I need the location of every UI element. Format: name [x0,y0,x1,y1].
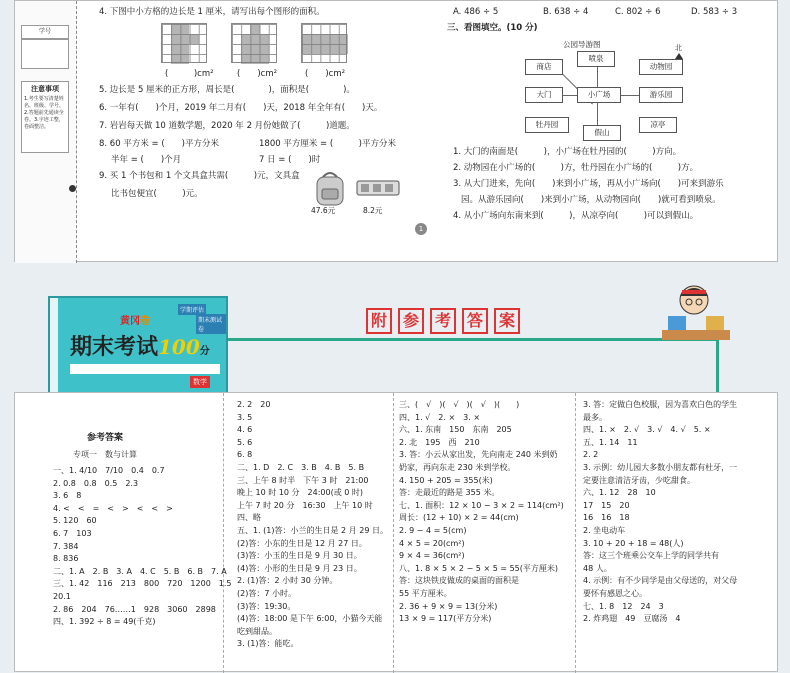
q8d-text: 7 日 = ( )时 [259,155,321,165]
exam-page-top [14,0,778,262]
binding-hole [69,185,76,192]
map-damen: 大门 [525,87,563,103]
answer-line: 13 × 9 = 117(平方分米) [399,614,492,624]
answer-line: 四、略 [237,513,261,523]
map-penquan: 喷泉 [577,51,615,67]
cover-badge-2: 期末测试卷 [196,314,226,334]
answer-line: 5. 6 [237,437,253,447]
pencil-box-icon [355,177,401,199]
q4-answer-1[interactable]: ( )cm² [165,69,214,79]
answer-line: 三、( √ )( √ )( √ )( ) [399,400,520,409]
banner-char-3: 考 [430,308,456,334]
q5-text: 5. 边长是 5 厘米的正方形，周长是( )，面积是( )。 [99,85,355,95]
q8b-text: 1800 平方厘米 = ( )平方分米 [259,139,396,149]
answer-line: 一、1. 4/10 7/10 0.4 0.7 [53,466,165,475]
answer-line: 2. 9 − 4 = 5(cm) [399,525,467,535]
map-jiashan: 假山 [583,125,621,141]
answer-line: 3. 答：定做白色校服，因为喜欢白色的学生 [583,400,738,409]
answer-line: 上午 7 时 20 分 16:30 上午 10 时 [237,500,373,510]
answer-line: 2. 北 195 西 210 [399,437,480,447]
answer-line: 16 16 18 [583,513,630,523]
answer-line: 二、1. A 2. B 3. A 4. C 5. B 6. B 7. A [53,566,227,576]
answer-line: 6. 7 103 [53,528,92,538]
banner-char-1: 附 [366,308,392,334]
answers-subtitle: 专项一 数与计算 [73,450,137,459]
notes-box [21,81,69,153]
answer-line: 2. 2 [583,450,599,460]
q4-figure-3 [301,23,347,63]
q8a-text: 8. 60 平方米 = ( )平方分米 [99,139,219,149]
cover-badge-1: 学期评估 [178,304,206,315]
backpack-icon [311,169,351,207]
choice-a: A. 486 ÷ 5 [453,7,499,17]
banner-char-5: 案 [494,308,520,334]
answer-line: 2. (1)答：2 小时 30 分钟。 [237,576,338,586]
q4-answer-2[interactable]: ( )cm² [237,69,278,79]
map-shangdian: 商店 [525,59,563,75]
answers-col-3 [399,399,564,626]
answer-line: 3. 答：小云从家出发，先向南走 240 米到奶 [399,450,558,460]
q4-answer-3[interactable]: ( )cm² [305,69,346,79]
answers-col-4 [583,399,737,626]
q8c-text: 半年 = ( )个月 [111,155,182,165]
answer-line: 六、1. 东南 150 东南 205 [399,425,512,435]
answer-line: 5. 120 60 [53,516,97,526]
answer-line: 七、1. 面积：12 × 10 − 3 × 2 = 114(cm²) [399,500,564,510]
answer-line: 4. < < = < > < < > [53,503,173,513]
banner-char-4: 答 [462,308,488,334]
cover-subject: 数学 [190,376,210,388]
answer-line: (3)答：19:30。 [237,601,296,611]
answer-line: 4 × 5 = 20(cm²) [399,538,465,548]
map-mudanyuan: 牡丹园 [525,117,569,133]
answer-line: 奶家，再向东走 230 米到学校。 [399,462,516,472]
q6-text: 6. 一年有( )个月，2019 年二月有( )天，2018 年全年有( )天。 [99,103,383,113]
answer-line: 9 × 4 = 36(cm²) [399,551,465,561]
answer-line: 3. 10 + 20 + 18 = 48(人) [583,538,684,548]
answer-line: 3. 示例：幼儿园大多数小朋友都有杜牙，一 [583,462,738,472]
price-box: 8.2元 [363,206,383,215]
answer-line: 二、1. D 2. C 3. B 4. B 5. B [237,462,365,472]
answer-line: (3)答：小玉的生日是 9 月 30 日。 [237,551,362,561]
price-bag: 47.6元 [311,206,336,215]
map-q3-cont: 园。从游乐园向( )来到小广场，从动物园向( )就可看到喷泉。 [461,195,721,205]
answer-line: 6. 8 [237,450,253,460]
answer-line: 4. 150 + 205 = 355(米) [399,475,493,485]
answer-line: 2. 2 20 [237,400,271,409]
cover-brand: 黄冈卷 [120,316,150,327]
notes-title: 注意事项 [31,85,59,93]
q7-text: 7. 岩岩每天做 10 道数学题，2020 年 2 月份她做了( )道题。 [99,121,355,131]
answer-line: 4. 示例：有不少同学是由父母送的，对父母 [583,576,738,586]
answers-title: 参考答案 [87,433,124,443]
answer-line: 周长：(12 + 10) × 2 = 44(cm) [399,513,519,523]
answer-sheet [14,392,778,672]
answer-line: 7. 384 [53,541,79,551]
page-number: 1 [415,223,427,235]
student-id-label: 学号 [21,25,69,39]
answer-line: 五、1. 14 11 [583,437,638,447]
answer-line: (2)答：小东的生日是 12 月 27 日。 [237,538,367,548]
map-youleyuan: 游乐园 [639,87,683,103]
answer-line: 2. 坐电动车 [583,525,626,535]
answer-line: 2. 0.8 0.8 0.5 2.3 [53,478,139,488]
answer-line: 七、1. 8 12 24 3 [583,601,664,611]
answer-line: 吃到甜品。 [237,626,277,636]
answer-line: 三、上午 8 时半 下午 3 时 21:00 [237,475,369,485]
answer-line: 五、1. (1)答：小兰的生日是 2 月 29 日。 [237,525,388,535]
answer-line: 定要注意清洁牙齿，少吃甜食。 [583,475,695,485]
answer-line: 3. (1)答：能吃。 [237,639,299,649]
notes-text: 1.考生要写清楚姓名、班级、学号。2.答题前先通读全卷。3.字迹工整，卷面整洁。 [24,96,65,130]
section-3-title: 三、看图填空。(10 分) [447,23,538,33]
answer-line: 20.1 [53,591,71,601]
choice-b: B. 638 ÷ 4 [543,7,589,17]
map-title: 公园导游图 [563,40,601,49]
answers-col-2 [237,399,388,651]
student-reading-icon [660,280,732,342]
q9a-text: 9. 买 1 个书包和 1 个文具盒共需( )元，文具盒 [99,171,300,181]
answer-line: 答：走最近的路是 355 米。 [399,488,500,498]
answer-line: 四、1. 392 ÷ 8 = 49(千克) [53,617,156,627]
banner-line-horizontal [228,338,718,341]
student-id-field[interactable] [21,39,69,69]
answer-line: 四、1. √ 2. × 3. × [399,412,481,422]
map-xiaoguangchang: 小广场 [577,87,621,103]
answer-line: 八、1. 8 × 5 × 2 − 5 × 5 = 55(平方厘米) [399,563,558,573]
map-q1: 1. 大门的南面是( )，小广场在牡丹园的( )方向。 [453,147,682,157]
answer-line: 4. 6 [237,425,253,435]
q4-text: 4. 下图中小方格的边长是 1 厘米，请写出每个图形的面积。 [99,7,325,17]
map-liangting: 凉亭 [639,117,677,133]
choice-d: D. 583 ÷ 3 [691,7,738,17]
answer-line: 3. 6 8 [53,491,82,501]
answer-line: 三、1. 42 116 213 800 720 1200 1.5 [53,579,232,589]
q4-figure-1 [161,23,207,63]
answer-line: 晚上 10 时 10 分 24:00(或 0 时) [237,488,364,498]
answer-line: 2. 炸鸡翅 49 豆腐汤 4 [583,614,681,624]
answer-line: 3. 5 [237,412,253,422]
answers-col-1 [53,465,232,629]
answer-line: (2)答：7 小时。 [237,588,296,598]
q4-figure-2 [231,23,277,63]
answer-line: 四、1. × 2. √ 3. √ 4. √ 5. × [583,425,711,435]
banner-line-vertical [716,338,719,392]
binding-margin [15,1,77,263]
answer-line: 要怀有感恩之心。 [583,588,647,598]
answer-line: 8. 836 [53,554,79,564]
map-q2: 2. 动物园在小广场的( )方，牡丹园在小广场的( )方。 [453,163,699,173]
q9b-text: 比书包便宜( )元。 [111,189,203,199]
answer-line: 答：这块铁皮做成的桌面的面积是 [399,576,519,586]
answer-line: 48 人。 [583,563,612,573]
map-dongwuyuan: 动物园 [639,59,683,75]
banner-char-2: 参 [398,308,424,334]
answer-line: 55 平方厘米。 [399,588,452,598]
choice-c: C. 802 ÷ 6 [615,7,661,17]
answer-line: (4)答：18:00 是下午 6:00，小猫今天能 [237,614,383,624]
answer-line: 最多。 [583,412,607,422]
answer-line: 答：这三个班乘公交车上学的同学共有 [583,551,719,561]
answer-line: 17 15 20 [583,500,630,510]
answer-line: 2. 36 + 9 × 9 = 13(分米) [399,601,498,611]
north-label: 北 [675,44,682,52]
answer-line: 2. 86 204 76……1 928 3060 2898 [53,604,216,614]
answer-line: (4)答：小形的生日是 9 月 23 日。 [237,563,362,573]
map-q3: 3. 从大门进来，先向( )来到小广场，再从小广场向( )可来到游乐 [453,179,724,189]
map-q4: 4. 从小广场向东南来到( )，从凉亭向( )可以到假山。 [453,211,699,221]
answer-line: 六、1. 12 28 10 [583,488,656,498]
cover-title: 期末考试100分 [70,334,210,360]
